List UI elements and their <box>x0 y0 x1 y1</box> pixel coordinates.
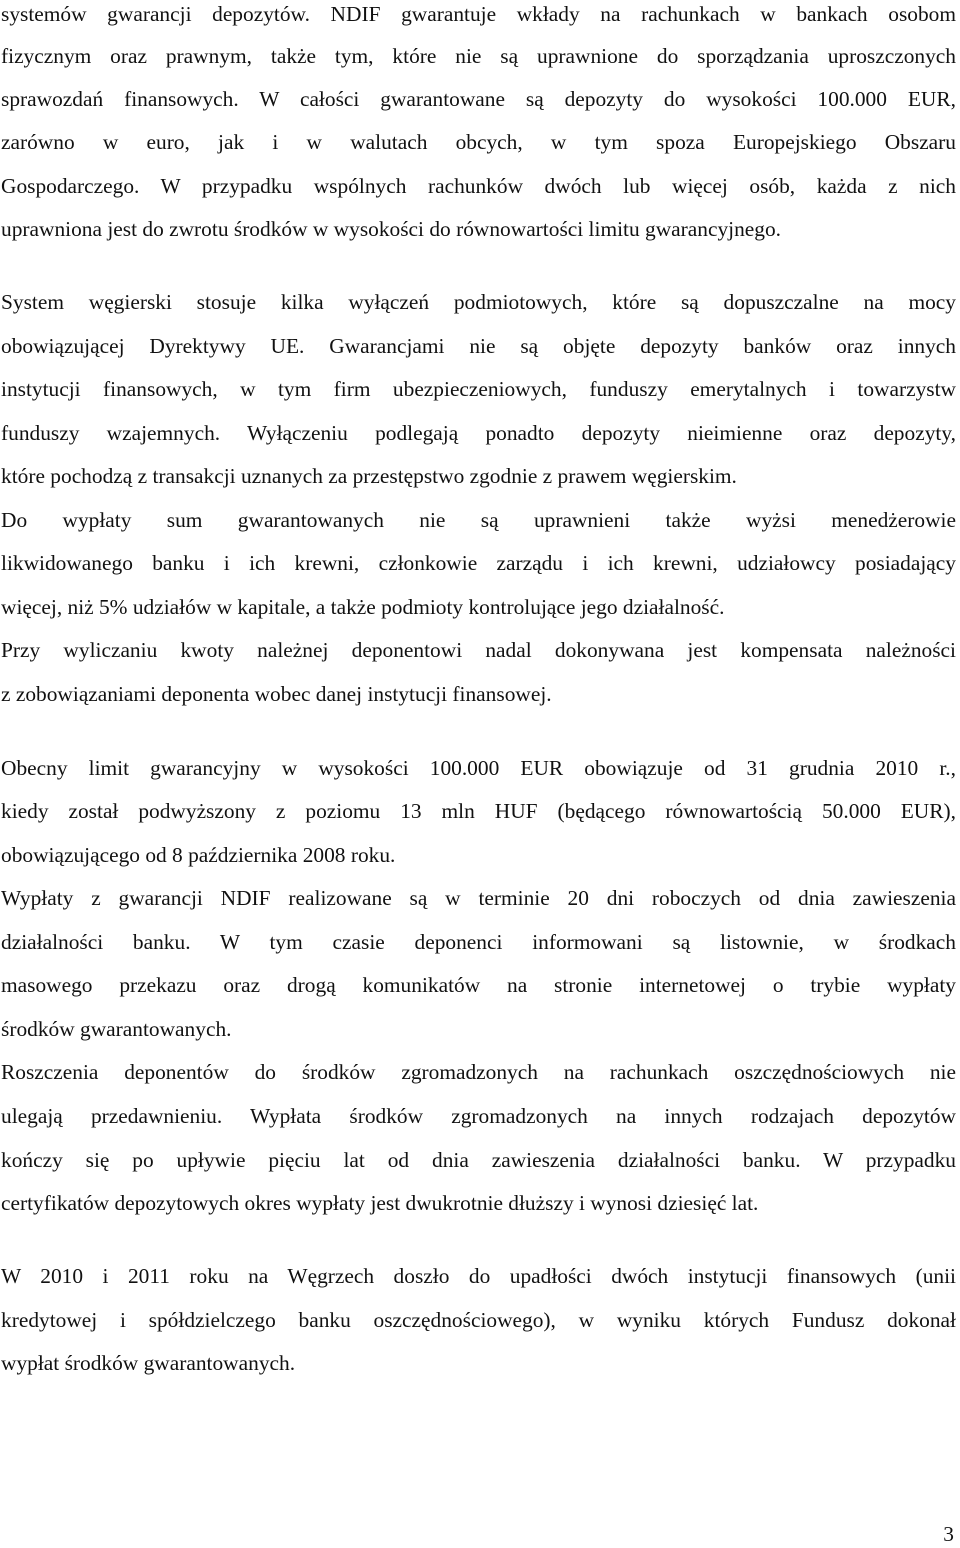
text-line: uprawniona jest do zwrotu środków w wysokości do równowartości limitu gwarancyjnego. <box>1 217 782 241</box>
page-number: 3 <box>943 1522 954 1546</box>
text-line: zarówno w euro, jak i w walutach obcych, w tym spoza Europejskiego Obszaru <box>1 130 956 154</box>
text-line: instytucji finansowych, w tym firm ubezpieczeniowych, funduszy emerytalnych i towarzystw <box>1 377 956 401</box>
text-line: środków gwarantowanych. <box>1 1017 232 1041</box>
text-line: fizycznym oraz prawnym, także tym, które nie są uprawnione do sporządzania uproszczonych <box>1 44 956 68</box>
text-line: Do wypłaty sum gwarantowanych nie są uprawnieni także wyżsi menedżerowie <box>1 508 956 532</box>
text-line: W 2010 i 2011 roku na Węgrzech doszło do upadłości dwóch instytucji finansowych (unii <box>1 1264 956 1288</box>
text-line: obowiązującej Dyrektywy UE. Gwarancjami nie są objęte depozyty banków oraz innych <box>1 334 956 358</box>
text-line: masowego przekazu oraz drogą komunikatów na stronie internetowej o trybie wypłaty <box>1 973 956 997</box>
text-line: System węgierski stosuje kilka wyłączeń podmiotowych, które są dopuszczalne na mocy <box>1 290 956 314</box>
text-line: certyfikatów depozytowych okres wypłaty jest dwukrotnie dłuższy i wynosi dziesięć lat. <box>1 1191 759 1215</box>
text-line: wypłat środków gwarantowanych. <box>1 1351 296 1375</box>
text-line: działalności banku. W tym czasie deponenci informowani są listownie, w środkach <box>1 930 956 954</box>
text-line: kredytowej i spółdzielczego banku oszczędnościowego), w wyniku których Fundusz dokonał <box>1 1308 956 1332</box>
text-line: systemów gwarancji depozytów. NDIF gwarantuje wkłady na rachunkach w bankach osobom <box>1 2 956 26</box>
text-line: Wypłaty z gwarancji NDIF realizowane są w terminie 20 dni roboczych od dnia zawieszenia <box>1 886 956 910</box>
text-line: obowiązującego od 8 października 2008 roku. <box>1 843 396 867</box>
text-line: które pochodzą z transakcji uznanych za przestępstwo zgodnie z prawem węgierskim. <box>1 464 737 488</box>
text-line: Obecny limit gwarancyjny w wysokości 100.000 EUR obowiązuje od 31 grudnia 2010 r., <box>1 756 956 780</box>
text-line: likwidowanego banku i ich krewni, członkowie zarządu i ich krewni, udziałowcy posiadający <box>1 551 956 575</box>
text-line: kończy się po upływie pięciu lat od dnia zawieszenia działalności banku. W przypadku <box>1 1148 956 1172</box>
text-line: z zobowiązaniami deponenta wobec danej instytucji finansowej. <box>1 682 552 706</box>
text-line: Przy wyliczaniu kwoty należnej deponentowi nadal dokonywana jest kompensata należności <box>1 638 956 662</box>
text-line: Roszczenia deponentów do środków zgromadzonych na rachunkach oszczędnościowych nie <box>1 1060 956 1084</box>
text-line: ulegają przedawnieniu. Wypłata środków zgromadzonych na innych rodzajach depozytów <box>1 1104 956 1128</box>
text-line: kiedy został podwyższony z poziomu 13 mln HUF (będącego równowartością 50.000 EUR), <box>1 799 956 823</box>
text-line: Gospodarczego. W przypadku wspólnych rachunków dwóch lub więcej osób, każda z nich <box>1 174 956 198</box>
text-line: funduszy wzajemnych. Wyłączeniu podlegają ponadto depozyty nieimienne oraz depozyty, <box>1 421 956 445</box>
text-line: więcej, niż 5% udziałów w kapitale, a także podmioty kontrolujące jego działalność. <box>1 595 725 619</box>
text-line: sprawozdań finansowych. W całości gwarantowane są depozyty do wysokości 100.000 EUR, <box>1 87 956 111</box>
